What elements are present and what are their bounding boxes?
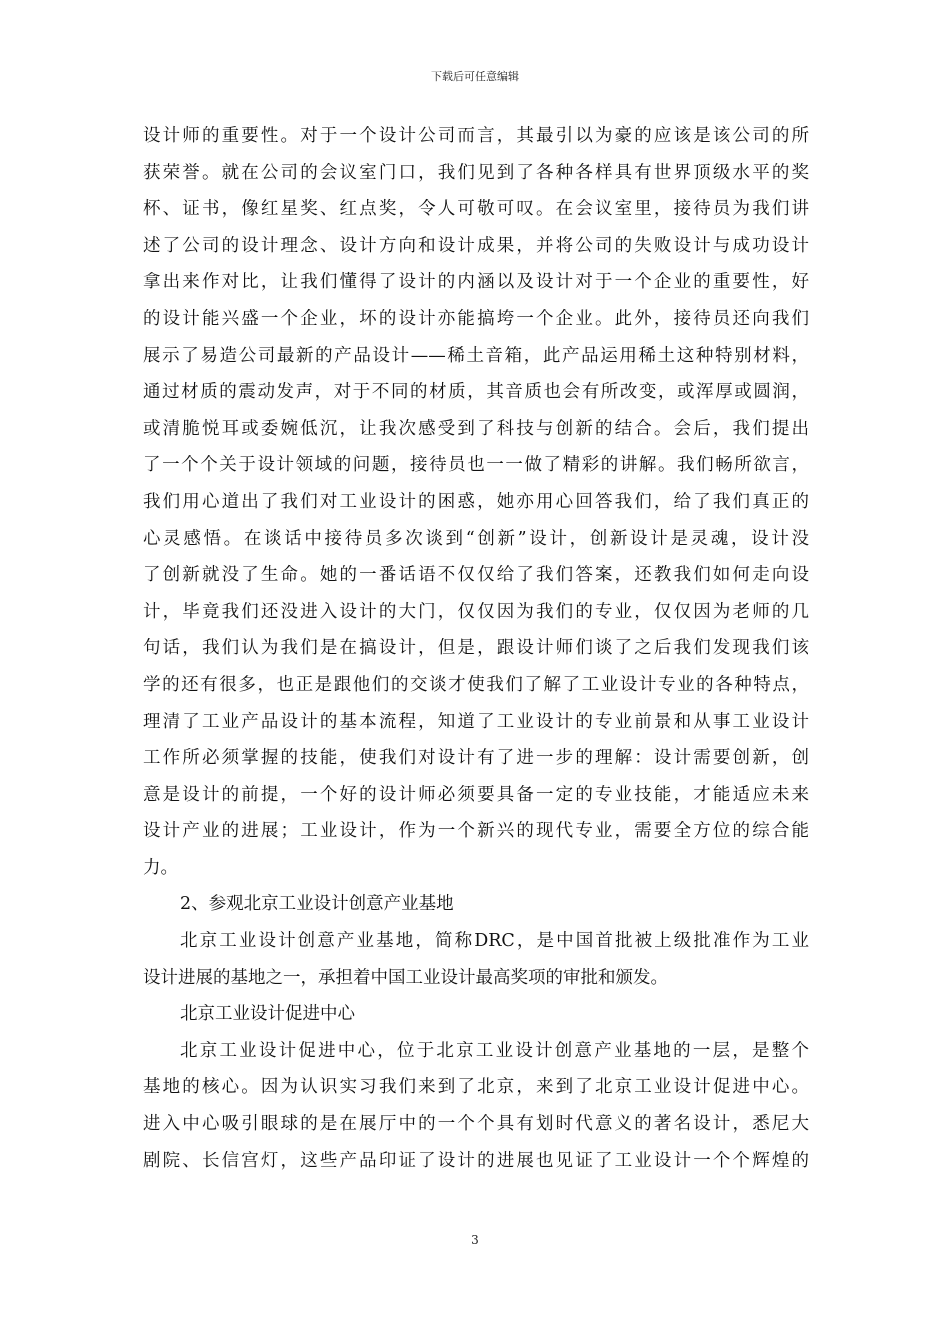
text-line: 学的还有很多，也正是跟他们的交谈才使我们了解了工业设计专业的各种特点，: [143, 674, 809, 695]
text-line: 设计产业的进展；工业设计，作为一个新兴的现代专业，需要全方位的综合能: [143, 821, 809, 842]
text-line: 获荣誉。就在公司的会议室门口，我们见到了各种各样具有世界顶级水平的奖: [143, 162, 809, 183]
text-line: 意是设计的前提，一个好的设计师必须要具备一定的专业技能，才能适应未来: [143, 784, 809, 805]
text-line: 心灵感悟。在谈话中接待员多次谈到“创新”设计，创新设计是灵魂，设计没: [143, 528, 809, 549]
text-line: 北京工业设计促进中心，位于北京工业设计创意产业基地的一层，是整个: [180, 1040, 809, 1061]
text-line: 句话，我们认为我们是在搞设计，但是，跟设计师们谈了之后我们发现我们该: [143, 638, 809, 659]
text-line: 力。: [143, 857, 178, 878]
text-line: 或清脆悦耳或委婉低沉，让我次感受到了科技与创新的结合。会后，我们提出: [143, 418, 809, 439]
document-body: [143, 118, 809, 1179]
text-line: 北京工业设计创意产业基地，简称DRC，是中国首批被上级批准作为工业: [180, 931, 809, 952]
text-line: 拿出来作对比，让我们懂得了设计的内涵以及设计对于一个企业的重要性，好: [143, 272, 809, 293]
text-line: 杯、证书，像红星奖、红点奖，令人可敬可叹。在会议室里，接待员为我们讲: [143, 199, 809, 220]
section-heading: 2、参观北京工业设计创意产业基地: [180, 894, 454, 915]
text-line: 了创新就没了生命。她的一番话语不仅仅给了我们答案，还教我们如何走向设: [143, 565, 809, 586]
text-line: 设计进展的基地之一，承担着中国工业设计最高奖项的审批和颁发。: [143, 967, 668, 988]
text-line: 通过材质的震动发声，对于不同的材质，其音质也会有所改变，或浑厚或圆润，: [143, 382, 809, 403]
text-line: 工作所必须掌握的技能，使我们对设计有了进一步的理解：设计需要创新，创: [143, 748, 809, 769]
text-line: 设计师的重要性。对于一个设计公司而言，其最引以为豪的应该是该公司的所: [143, 126, 809, 146]
text-line: 计，毕竟我们还没进入设计的大门，仅仅因为我们的专业，仅仅因为老师的几: [143, 601, 809, 622]
text-line: 剧院、长信宫灯，这些产品印证了设计的进展也见证了工业设计一个个辉煌的: [143, 1150, 809, 1171]
text-line: 进入中心吸引眼球的是在展厅中的一个个具有划时代意义的著名设计，悉尼大: [143, 1114, 809, 1135]
text-line: 基地的核心。因为认识实习我们来到了北京，来到了北京工业设计促进中心。: [143, 1077, 809, 1098]
text-line: 我们用心道出了我们对工业设计的困惑，她亦用心回答我们，给了我们真正的: [143, 491, 809, 512]
subsection-heading: 北京工业设计促进中心: [180, 1004, 355, 1025]
text-line: 了一个个关于设计领域的问题，接待员也一一做了精彩的讲解。我们畅所欲言，: [143, 455, 809, 476]
text-line: 展示了易造公司最新的产品设计——稀土音箱，此产品运用稀土这种特别材料，: [143, 345, 809, 366]
text-line: 述了公司的设计理念、设计方向和设计成果，并将公司的失败设计与成功设计: [143, 235, 809, 256]
text-line: 的设计能兴盛一个企业，坏的设计亦能搞垮一个企业。此外，接待员还向我们: [143, 308, 809, 329]
text-line: 理清了工业产品设计的基本流程，知道了工业设计的专业前景和从事工业设计: [143, 711, 809, 732]
page-number: 3: [471, 1233, 479, 1247]
page-header: 下载后可任意编辑: [431, 70, 519, 83]
